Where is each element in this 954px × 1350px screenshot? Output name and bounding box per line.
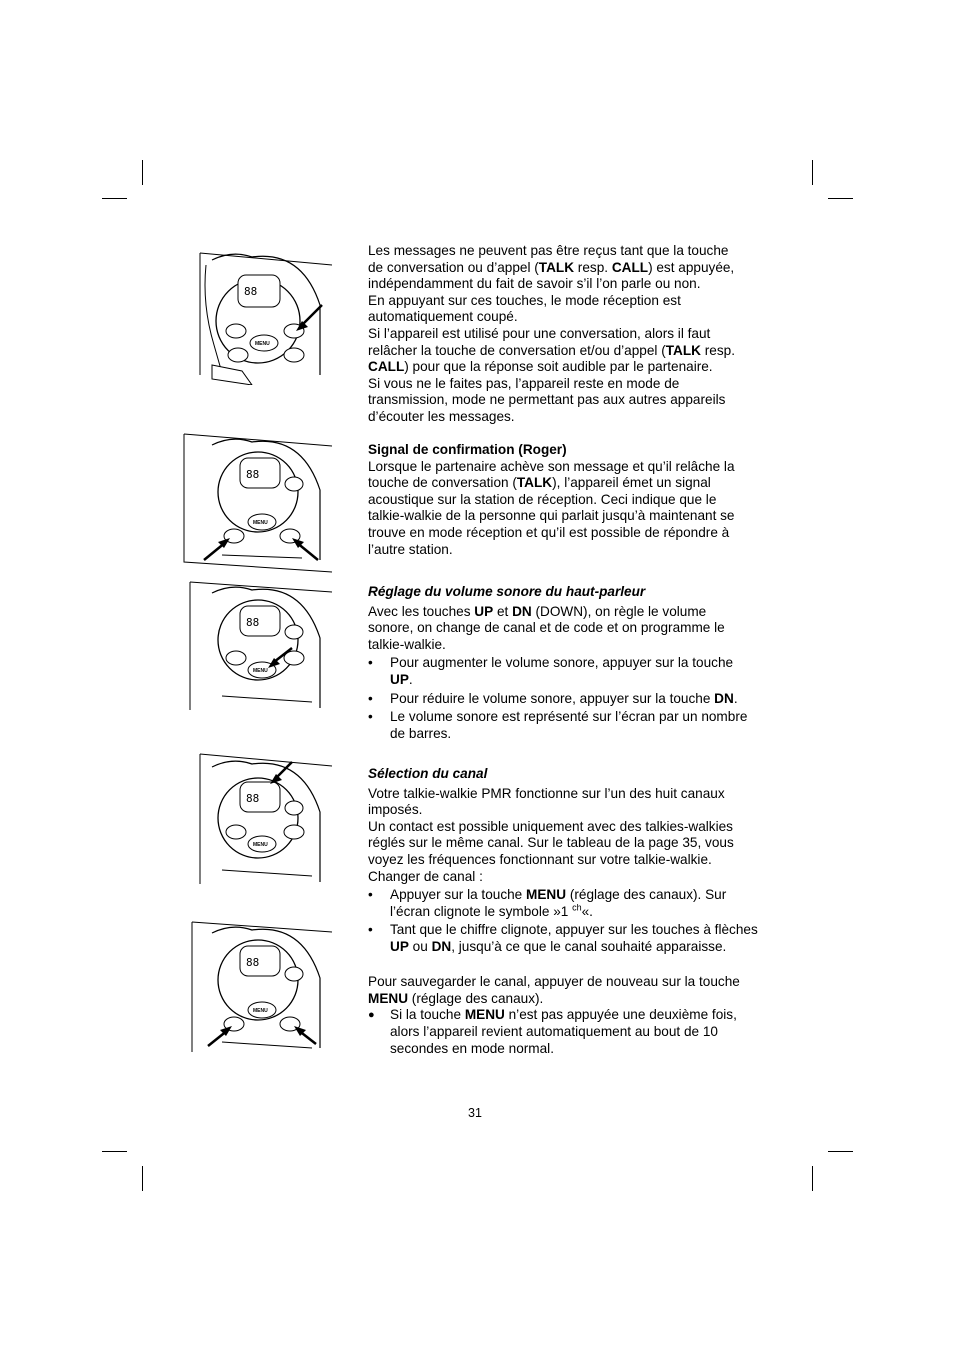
paragraph-line: de conversation ou d’appel (TALK resp. CALL) est appuyée, [368,259,735,275]
paragraph-line: Les messages ne peuvent pas être reçus tant que la touche [368,243,729,258]
display-digits: 88 [246,468,260,481]
crop-mark [812,160,813,185]
paragraph-line: voyez les fréquences fonctionnant sur votre talkie-walkie. [368,851,712,867]
walkie-talkie-illustration [182,430,334,575]
section-talk-call [368,243,763,426]
list-item: • Pour réduire le volume sonore, appuyer sur la touche DN. [368,690,738,706]
walkie-talkie-illustration [182,245,334,385]
paragraph-line: d’écouter les messages. [368,408,515,424]
bullet-icon: • [368,690,373,706]
list-item: ● Si la touche MENU n’est pas appuyée une deuxième fois, alors l’appareil revient automatiquement au bout de 10 secondes en mode normal. [368,1007,737,1056]
display-digits: 88 [246,616,260,629]
crop-mark [102,1151,127,1152]
crop-mark [102,198,127,199]
crop-mark [142,1166,143,1191]
paragraph-line: Lorsque le partenaire achève son message et qu’il relâche la [368,458,735,474]
paragraph-line: Avec les touches UP et DN (DOWN), on règle le volume [368,603,707,619]
paragraph-line: Changer de canal : [368,868,483,884]
paragraph-line: talkie-walkie de la personne qui parlait jusqu’à maintenant se [368,508,735,524]
device-figure-volume [182,578,334,718]
paragraph-line: réglés sur le même canal. Sur le tableau de la page 35, vous [368,835,734,851]
section-volume [368,584,763,744]
section-channel [368,766,763,1059]
paragraph-line: Si vous ne le faites pas, l’appareil reste en mode de [368,375,680,391]
menu-key-label: MENU [253,842,268,848]
bullet-icon: • [368,655,373,671]
paragraph-line: l’autre station. [368,541,453,557]
section-roger [368,442,763,558]
round-bullet-icon: ● [368,1009,375,1022]
menu-key-label: MENU [253,520,268,526]
paragraph-line: touche de conversation (TALK), l’appareil émet un signal [368,475,711,491]
bullet-icon: • [368,922,373,938]
crop-mark [828,1151,853,1152]
paragraph-line: relâcher la touche de conversation et/ou d’appel (TALK resp. [368,342,735,358]
page-number: 31 [468,1106,482,1120]
menu-key-label: MENU [255,341,270,347]
walkie-talkie-illustration [182,752,334,892]
display-digits: 88 [244,285,258,298]
crop-mark [142,160,143,185]
list-item: • Pour augmenter le volume sonore, appuyer sur la touche UP. [368,655,734,687]
crop-mark [828,198,853,199]
device-figure-channel-updown [182,918,334,1060]
paragraph-line: automatiquement coupé. [368,309,518,325]
list-item: • Tant que le chiffre clignote, appuyer sur les touches à flèches UP ou DN, jusqu’à ce que le canal souhaité apparaisse. [368,922,758,954]
paragraph-line: CALL) pour que la réponse soit audible par le partenaire. [368,359,713,375]
paragraph-line: Pour sauvegarder le canal, appuyer de nouveau sur la touche [368,974,740,990]
crop-mark [812,1166,813,1191]
paragraph-line: talkie-walkie. [368,636,446,652]
display-digits: 88 [246,792,260,805]
menu-key-label: MENU [253,1008,268,1014]
paragraph-line: imposés. [368,802,423,818]
paragraph-line: Si l’appareil est utilisé pour une conversation, alors il faut [368,325,711,341]
device-figure-channel [182,752,334,892]
section-heading: Sélection du canal [368,766,488,781]
paragraph-line: transmission, mode ne permettant pas aux autres appareils [368,392,726,408]
paragraph-line: indépendamment du fait de savoir s’il l’on parle ou non. [368,276,701,292]
paragraph-line: Un contact est possible uniquement avec des talkies-walkies [368,818,733,834]
paragraph-line: Votre talkie-walkie PMR fonctionne sur l’un des huit canaux [368,785,725,801]
device-figure-roger [182,430,334,575]
paragraph-line: MENU (réglage des canaux). [368,990,544,1006]
device-figure-talk-call [182,245,334,385]
bullet-icon: • [368,887,373,903]
paragraph-line: acoustique sur la station de réception. Ceci indique que le [368,491,717,507]
bullet-list [368,887,763,955]
paragraph-line: sonore, on change de canal et de code et on programme le [368,620,725,636]
walkie-talkie-illustration [182,918,334,1060]
section-heading: Réglage du volume sonore du haut-parleur [368,584,646,599]
bullet-list [368,655,763,742]
list-item: • Le volume sonore est représenté sur l’écran par un nombre de barres. [368,709,748,741]
bullet-list [368,1007,763,1057]
paragraph-line: trouve en mode réception et qu’il est possible de répondre à [368,524,730,540]
display-digits: 88 [246,956,260,969]
bullet-icon: • [368,709,373,725]
section-heading: Signal de confirmation (Roger) [368,442,567,457]
paragraph-line: En appuyant sur ces touches, le mode réception est [368,292,681,308]
menu-key-label: MENU [253,668,268,674]
list-item: • Appuyer sur la touche MENU (réglage des canaux). Sur l’écran clignote le symbole »1 $^{ch}$«. [368,887,727,919]
walkie-talkie-illustration [182,578,334,718]
